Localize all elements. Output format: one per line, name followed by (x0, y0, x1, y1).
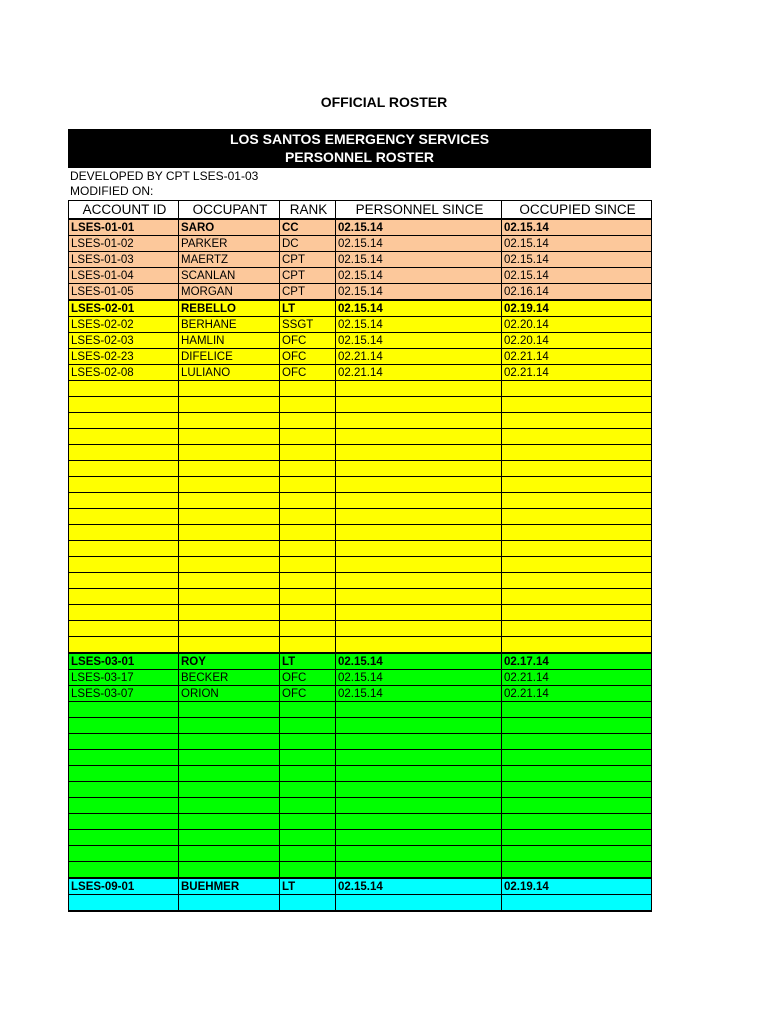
personnel-since-cell: 02.15.14 (336, 878, 502, 895)
header-row (69, 201, 652, 220)
rank-cell: CPT (280, 268, 336, 284)
rank-cell (280, 605, 336, 621)
occupant-cell: LULIANO (179, 365, 280, 381)
table-row (69, 365, 652, 381)
account-id-cell (69, 637, 179, 654)
personnel-since-cell (336, 589, 502, 605)
personnel-since-cell (336, 509, 502, 525)
rank-cell (280, 541, 336, 557)
table-row (69, 605, 652, 621)
occupant-cell (179, 429, 280, 445)
occupant-cell: REBELLO (179, 300, 280, 317)
occupant-cell (179, 782, 280, 798)
account-id-cell (69, 381, 179, 397)
occupied-since-cell (502, 782, 652, 798)
rank-cell: OFC (280, 365, 336, 381)
rank-cell: LT (280, 653, 336, 670)
rank-cell (280, 895, 336, 912)
personnel-since-cell: 02.15.14 (336, 317, 502, 333)
table-row (69, 317, 652, 333)
occupant-cell (179, 557, 280, 573)
personnel-since-cell (336, 814, 502, 830)
account-id-cell (69, 509, 179, 525)
rank-cell (280, 782, 336, 798)
occupant-cell (179, 798, 280, 814)
occupant-cell: SARO (179, 219, 280, 236)
personnel-since-cell (336, 895, 502, 912)
occupied-since-cell (502, 445, 652, 461)
rank-cell (280, 493, 336, 509)
rank-cell: DC (280, 236, 336, 252)
occupied-since-cell (502, 846, 652, 862)
table-row (69, 333, 652, 349)
account-id-cell (69, 413, 179, 429)
personnel-since-cell: 02.15.14 (336, 284, 502, 301)
column-header-personnel-since: PERSONNEL SINCE (336, 201, 502, 220)
occupant-cell: PARKER (179, 236, 280, 252)
personnel-since-cell: 02.15.14 (336, 300, 502, 317)
account-id-cell: LSES-01-01 (69, 219, 179, 236)
rank-cell: OFC (280, 686, 336, 702)
account-id-cell: LSES-02-01 (69, 300, 179, 317)
rank-cell (280, 750, 336, 766)
rank-cell: OFC (280, 349, 336, 365)
table-row (69, 637, 652, 654)
occupant-cell (179, 734, 280, 750)
rank-cell (280, 477, 336, 493)
occupied-since-cell (502, 814, 652, 830)
roster-table (68, 200, 652, 912)
table-row (69, 814, 652, 830)
occupant-cell: MAERTZ (179, 252, 280, 268)
table-row (69, 686, 652, 702)
account-id-cell (69, 798, 179, 814)
rank-cell: SSGT (280, 317, 336, 333)
table-row (69, 573, 652, 589)
rank-cell (280, 766, 336, 782)
personnel-since-cell (336, 525, 502, 541)
table-row (69, 236, 652, 252)
account-id-cell (69, 573, 179, 589)
personnel-since-cell (336, 461, 502, 477)
occupant-cell (179, 541, 280, 557)
personnel-since-cell: 02.15.14 (336, 333, 502, 349)
occupied-since-cell (502, 461, 652, 477)
personnel-since-cell (336, 429, 502, 445)
occupied-since-cell: 02.19.14 (502, 878, 652, 895)
column-header-account-id: ACCOUNT ID (69, 201, 179, 220)
personnel-since-cell (336, 605, 502, 621)
column-header-rank: RANK (280, 201, 336, 220)
occupant-cell: ORION (179, 686, 280, 702)
account-id-cell (69, 766, 179, 782)
occupied-since-cell: 02.15.14 (502, 268, 652, 284)
occupant-cell (179, 413, 280, 429)
table-row (69, 509, 652, 525)
account-id-cell (69, 477, 179, 493)
rank-cell: LT (280, 878, 336, 895)
account-id-cell: LSES-01-03 (69, 252, 179, 268)
occupied-since-cell (502, 637, 652, 654)
occupant-cell (179, 621, 280, 637)
account-id-cell (69, 750, 179, 766)
occupant-cell (179, 814, 280, 830)
personnel-since-cell (336, 381, 502, 397)
rank-cell (280, 830, 336, 846)
table-row (69, 621, 652, 637)
personnel-since-cell: 02.15.14 (336, 670, 502, 686)
personnel-since-cell: 02.15.14 (336, 252, 502, 268)
rank-cell (280, 381, 336, 397)
occupant-cell (179, 718, 280, 734)
rank-cell (280, 718, 336, 734)
account-id-cell (69, 734, 179, 750)
page-title: OFFICIAL ROSTER (320, 94, 448, 110)
rank-cell (280, 637, 336, 654)
rank-cell: LT (280, 300, 336, 317)
personnel-since-cell (336, 846, 502, 862)
occupied-since-cell: 02.15.14 (502, 219, 652, 236)
table-row (69, 525, 652, 541)
occupant-cell: HAMLIN (179, 333, 280, 349)
account-id-cell (69, 397, 179, 413)
account-id-cell (69, 429, 179, 445)
occupant-cell (179, 605, 280, 621)
column-header-occupied-since: OCCUPIED SINCE (502, 201, 652, 220)
table-row (69, 895, 652, 912)
occupant-cell (179, 525, 280, 541)
occupant-cell: BECKER (179, 670, 280, 686)
personnel-since-cell (336, 557, 502, 573)
personnel-since-cell (336, 397, 502, 413)
occupied-since-cell: 02.20.14 (502, 317, 652, 333)
occupied-since-cell (502, 413, 652, 429)
table-row (69, 252, 652, 268)
modified-on-note: MODIFIED ON: (70, 184, 154, 198)
occupant-cell (179, 509, 280, 525)
account-id-cell (69, 589, 179, 605)
account-id-cell (69, 493, 179, 509)
rank-cell (280, 798, 336, 814)
occupied-since-cell (502, 589, 652, 605)
occupied-since-cell (502, 621, 652, 637)
occupant-cell (179, 830, 280, 846)
account-id-cell (69, 895, 179, 912)
occupied-since-cell (502, 750, 652, 766)
rank-cell (280, 814, 336, 830)
personnel-since-cell (336, 637, 502, 654)
table-row (69, 846, 652, 862)
occupant-cell: BERHANE (179, 317, 280, 333)
account-id-cell (69, 621, 179, 637)
occupied-since-cell (502, 429, 652, 445)
occupied-since-cell (502, 734, 652, 750)
account-id-cell (69, 782, 179, 798)
account-id-cell: LSES-03-07 (69, 686, 179, 702)
personnel-since-cell (336, 718, 502, 734)
rank-cell: OFC (280, 670, 336, 686)
table-row (69, 589, 652, 605)
personnel-since-cell: 02.15.14 (336, 653, 502, 670)
occupied-since-cell (502, 702, 652, 718)
occupant-cell (179, 573, 280, 589)
table-row (69, 445, 652, 461)
occupant-cell (179, 895, 280, 912)
occupied-since-cell (502, 541, 652, 557)
occupied-since-cell: 02.16.14 (502, 284, 652, 301)
rank-cell: OFC (280, 333, 336, 349)
account-id-cell (69, 702, 179, 718)
occupied-since-cell (502, 573, 652, 589)
rank-cell (280, 397, 336, 413)
table-row (69, 268, 652, 284)
occupant-cell: SCANLAN (179, 268, 280, 284)
account-id-cell: LSES-02-02 (69, 317, 179, 333)
table-row (69, 830, 652, 846)
occupied-since-cell (502, 605, 652, 621)
personnel-since-cell (336, 798, 502, 814)
account-id-cell: LSES-09-01 (69, 878, 179, 895)
personnel-since-cell (336, 493, 502, 509)
table-row (69, 782, 652, 798)
rank-cell (280, 557, 336, 573)
banner-subtitle: PERSONNEL ROSTER (284, 149, 435, 165)
account-id-cell (69, 814, 179, 830)
table-row (69, 493, 652, 509)
account-id-cell (69, 557, 179, 573)
occupant-cell (179, 766, 280, 782)
account-id-cell: LSES-01-04 (69, 268, 179, 284)
personnel-since-cell (336, 734, 502, 750)
rank-cell: CC (280, 219, 336, 236)
rank-cell (280, 429, 336, 445)
personnel-since-cell (336, 750, 502, 766)
personnel-since-cell: 02.15.14 (336, 219, 502, 236)
rank-cell (280, 509, 336, 525)
occupied-since-cell (502, 557, 652, 573)
table-row (69, 461, 652, 477)
occupied-since-cell (502, 895, 652, 912)
table-row (69, 397, 652, 413)
occupant-cell (179, 637, 280, 654)
table-row (69, 862, 652, 879)
table-row (69, 477, 652, 493)
account-id-cell (69, 541, 179, 557)
occupied-since-cell: 02.21.14 (502, 349, 652, 365)
occupant-cell (179, 589, 280, 605)
table-row (69, 219, 652, 236)
personnel-since-cell (336, 702, 502, 718)
occupant-cell (179, 750, 280, 766)
account-id-cell (69, 461, 179, 477)
account-id-cell (69, 445, 179, 461)
occupant-cell (179, 397, 280, 413)
rank-cell (280, 573, 336, 589)
occupied-since-cell: 02.15.14 (502, 236, 652, 252)
table-row (69, 750, 652, 766)
table-row (69, 766, 652, 782)
occupied-since-cell (502, 766, 652, 782)
table-row (69, 284, 652, 301)
occupant-cell (179, 846, 280, 862)
occupied-since-cell (502, 525, 652, 541)
occupant-cell (179, 493, 280, 509)
personnel-since-cell (336, 621, 502, 637)
personnel-since-cell (336, 830, 502, 846)
rank-cell (280, 461, 336, 477)
occupied-since-cell: 02.21.14 (502, 670, 652, 686)
occupant-cell (179, 477, 280, 493)
account-id-cell: LSES-03-01 (69, 653, 179, 670)
rank-cell (280, 621, 336, 637)
occupied-since-cell (502, 862, 652, 879)
rank-cell (280, 702, 336, 718)
personnel-since-cell (336, 862, 502, 879)
developed-by-note: DEVELOPED BY CPT LSES-01-03 (70, 169, 259, 183)
occupied-since-cell (502, 493, 652, 509)
account-id-cell: LSES-01-02 (69, 236, 179, 252)
personnel-since-cell: 02.21.14 (336, 349, 502, 365)
table-row (69, 702, 652, 718)
rank-cell: CPT (280, 284, 336, 301)
table-row (69, 300, 652, 317)
personnel-since-cell: 02.15.14 (336, 268, 502, 284)
occupant-cell: DIFELICE (179, 349, 280, 365)
occupied-since-cell (502, 381, 652, 397)
personnel-since-cell (336, 766, 502, 782)
table-row (69, 734, 652, 750)
account-id-cell (69, 525, 179, 541)
column-header-occupant: OCCUPANT (179, 201, 280, 220)
table-row (69, 653, 652, 670)
occupant-cell: ROY (179, 653, 280, 670)
personnel-since-cell: 02.21.14 (336, 365, 502, 381)
personnel-since-cell (336, 573, 502, 589)
personnel-since-cell (336, 445, 502, 461)
roster-banner (68, 129, 651, 168)
personnel-since-cell (336, 413, 502, 429)
account-id-cell (69, 718, 179, 734)
table-row (69, 718, 652, 734)
account-id-cell (69, 846, 179, 862)
account-id-cell: LSES-03-17 (69, 670, 179, 686)
account-id-cell (69, 605, 179, 621)
rank-cell (280, 525, 336, 541)
personnel-since-cell (336, 782, 502, 798)
rank-cell (280, 862, 336, 879)
personnel-since-cell: 02.15.14 (336, 236, 502, 252)
rank-cell: CPT (280, 252, 336, 268)
table-row (69, 557, 652, 573)
account-id-cell: LSES-02-08 (69, 365, 179, 381)
occupant-cell: MORGAN (179, 284, 280, 301)
account-id-cell: LSES-02-23 (69, 349, 179, 365)
occupied-since-cell (502, 509, 652, 525)
occupied-since-cell (502, 397, 652, 413)
rank-cell (280, 413, 336, 429)
occupied-since-cell: 02.21.14 (502, 686, 652, 702)
occupant-cell (179, 702, 280, 718)
personnel-since-cell: 02.15.14 (336, 686, 502, 702)
occupied-since-cell (502, 718, 652, 734)
table-row (69, 429, 652, 445)
rank-cell (280, 734, 336, 750)
occupant-cell (179, 461, 280, 477)
table-row (69, 878, 652, 895)
occupied-since-cell: 02.17.14 (502, 653, 652, 670)
table-row (69, 413, 652, 429)
occupant-cell (179, 381, 280, 397)
occupant-cell (179, 862, 280, 879)
table-row (69, 670, 652, 686)
occupied-since-cell: 02.20.14 (502, 333, 652, 349)
occupied-since-cell (502, 798, 652, 814)
occupied-since-cell: 02.21.14 (502, 365, 652, 381)
account-id-cell (69, 862, 179, 879)
personnel-since-cell (336, 477, 502, 493)
table-row (69, 798, 652, 814)
account-id-cell (69, 830, 179, 846)
personnel-since-cell (336, 541, 502, 557)
occupied-since-cell (502, 477, 652, 493)
roster-body (69, 219, 652, 911)
occupied-since-cell: 02.19.14 (502, 300, 652, 317)
occupant-cell: BUEHMER (179, 878, 280, 895)
occupied-since-cell (502, 830, 652, 846)
occupant-cell (179, 445, 280, 461)
rank-cell (280, 846, 336, 862)
occupied-since-cell: 02.15.14 (502, 252, 652, 268)
table-row (69, 381, 652, 397)
rank-cell (280, 589, 336, 605)
account-id-cell: LSES-02-03 (69, 333, 179, 349)
rank-cell (280, 445, 336, 461)
account-id-cell: LSES-01-05 (69, 284, 179, 301)
table-row (69, 541, 652, 557)
banner-organization: LOS SANTOS EMERGENCY SERVICES (229, 131, 490, 147)
table-row (69, 349, 652, 365)
